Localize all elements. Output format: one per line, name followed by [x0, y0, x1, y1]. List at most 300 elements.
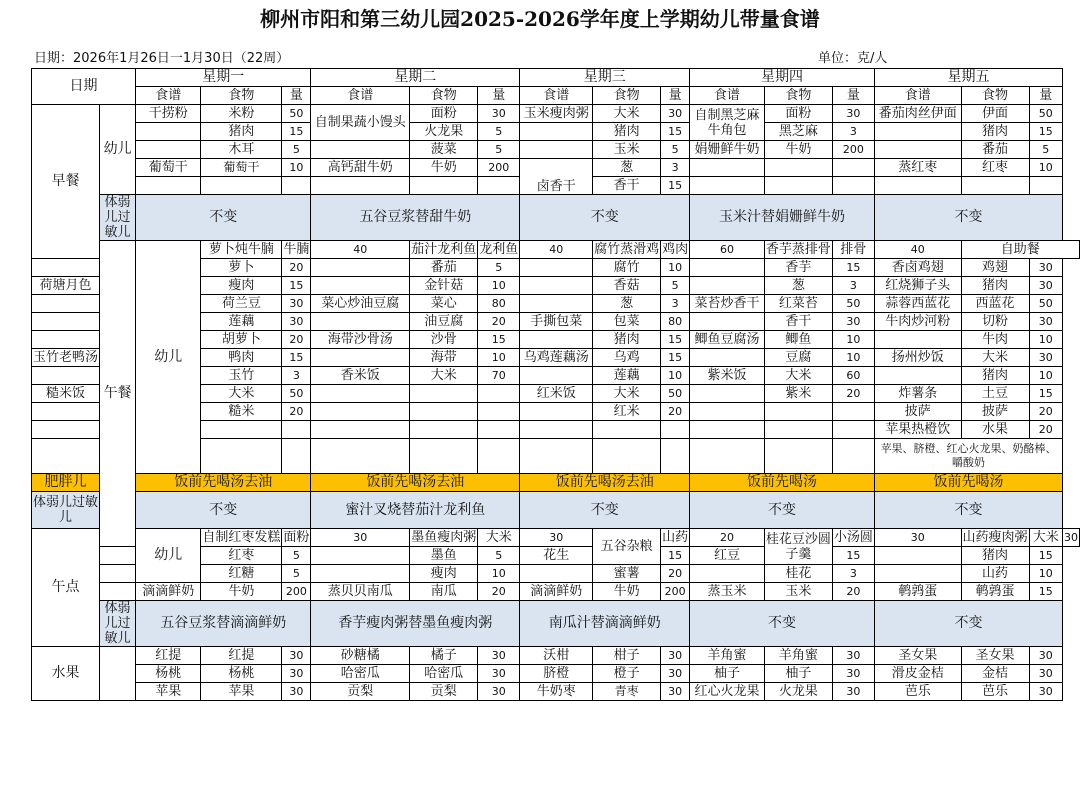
- qty-cell: 20: [282, 259, 311, 277]
- food-cell: [593, 421, 661, 439]
- dish-cell: 蒜蓉西蓝花: [874, 295, 961, 313]
- qty-cell: 15: [1029, 123, 1062, 141]
- food-cell: 海带: [410, 349, 478, 367]
- qty-cell: 10: [478, 349, 520, 367]
- obese-note: 饭前先喝汤: [690, 474, 875, 492]
- dish-cell: 苹果: [136, 683, 201, 701]
- food-cell: 香芋: [764, 259, 832, 277]
- qty-cell: 3: [282, 367, 311, 385]
- food-cell: 玉米: [593, 141, 661, 159]
- weak-note: 不变: [520, 492, 690, 529]
- food-cell: 山药: [662, 530, 689, 545]
- qty-cell: 30: [478, 105, 520, 123]
- qty-cell: 50: [1029, 295, 1062, 313]
- food-cell: 猪肉: [201, 123, 282, 141]
- dish-cell: [136, 141, 201, 159]
- qty-cell: 30: [1029, 277, 1062, 295]
- weak-note: 不变: [874, 492, 1062, 529]
- group-label-child: 幼儿: [100, 105, 136, 195]
- header-date: 日期: [32, 69, 136, 105]
- dish-cell: [690, 349, 765, 367]
- food-cell: [410, 421, 478, 439]
- qty-cell: [661, 421, 690, 439]
- food-cell: [764, 403, 832, 421]
- food-cell: 墨鱼: [410, 547, 478, 565]
- qty-cell: 30: [1029, 665, 1062, 683]
- food-cell: 切粉: [961, 313, 1029, 331]
- qty-cell: 50: [1029, 105, 1062, 123]
- qty-cell: [282, 177, 311, 195]
- dish-cell: [32, 421, 100, 439]
- header-food: 食物: [201, 87, 282, 105]
- dish-cell: 蒸玉米: [690, 583, 765, 601]
- dish-cell: 山药瘦肉粥: [962, 530, 1028, 545]
- qty-cell: 20: [661, 565, 690, 583]
- dish-cell: [311, 565, 410, 583]
- dish-cell: [311, 403, 410, 421]
- food-cell: 羊角蜜: [764, 647, 832, 665]
- dish-cell: 腐竹蒸滑鸡: [594, 242, 660, 257]
- weak-note: 香芋瘦肉粥替墨鱼瘦肉粥: [311, 601, 520, 647]
- dish-cell: [311, 547, 410, 565]
- food-cell: 披萨: [961, 403, 1029, 421]
- dish-cell: 紫米饭: [690, 367, 765, 385]
- qty-cell: 15: [1029, 583, 1062, 601]
- dish-cell: 芭乐: [874, 683, 961, 701]
- qty-cell: 30: [661, 665, 690, 683]
- qty-cell: 10: [1029, 367, 1062, 385]
- qty-cell: 30: [282, 295, 311, 313]
- qty-cell: [661, 439, 690, 474]
- food-cell: 猪肉: [961, 367, 1029, 385]
- dish-cell: 沃柑: [520, 647, 593, 665]
- food-cell: 橙子: [593, 665, 661, 683]
- qty-cell: 20: [478, 313, 520, 331]
- dish-cell: [874, 141, 961, 159]
- header-food: 食物: [764, 87, 832, 105]
- dish-cell: [100, 565, 136, 583]
- unit-label: 单位：克/人: [818, 51, 888, 66]
- food-cell: 柚子: [764, 665, 832, 683]
- qty-cell: 3: [661, 295, 690, 313]
- snack-row: [32, 529, 1080, 547]
- food-cell: [410, 439, 478, 474]
- dish-cell: [874, 547, 961, 565]
- dish-cell: [311, 439, 410, 474]
- qty-cell: 3: [832, 565, 874, 583]
- dish-cell: [520, 123, 593, 141]
- dish-cell: [520, 141, 593, 159]
- food-cell: 黑芝麻: [764, 123, 832, 141]
- dish-cell: 柚子: [690, 665, 765, 683]
- food-cell: 番茄: [410, 259, 478, 277]
- breakfast-row: [32, 123, 1080, 141]
- food-cell: 香菇: [593, 277, 661, 295]
- food-cell: 紫米: [764, 385, 832, 403]
- dish-cell: 牛奶枣: [520, 683, 593, 701]
- food-cell: 鹌鹑蛋: [961, 583, 1029, 601]
- page-title: 柳州市阳和第三幼儿园2025-2026学年度上学期幼儿带量食谱: [260, 7, 820, 31]
- food-cell: 莲藕: [593, 367, 661, 385]
- food-cell: 面粉: [764, 105, 832, 123]
- dish-cell: 菜苔炒香干: [690, 295, 765, 313]
- breakfast-row: [32, 159, 1080, 177]
- dish-cell: 红米饭: [520, 385, 593, 403]
- food-cell: 番茄: [961, 141, 1029, 159]
- food-cell: 杨桃: [201, 665, 282, 683]
- qty-cell: 50: [282, 105, 311, 123]
- dish-cell: [690, 159, 765, 177]
- header-qty: 量: [282, 87, 311, 105]
- dish-cell: 羊角蜜: [690, 647, 765, 665]
- food-cell: [764, 421, 832, 439]
- food-cell: 荷兰豆: [201, 295, 282, 313]
- meal-label-breakfast: 早餐: [32, 105, 100, 259]
- qty-cell: [1029, 177, 1062, 195]
- breakfast-row: [32, 105, 1080, 123]
- dish-cell: [100, 547, 136, 565]
- food-cell: 红提: [201, 647, 282, 665]
- fruit-row: [32, 683, 1080, 701]
- qty-cell: 20: [282, 331, 311, 349]
- qty-cell: 3: [832, 123, 874, 141]
- qty-cell: 5: [478, 123, 520, 141]
- qty-cell: 20: [282, 403, 311, 421]
- dish-cell: 披萨: [874, 403, 961, 421]
- dish-cell: 香芋蒸排骨: [765, 242, 831, 257]
- qty-cell: 15: [832, 547, 874, 565]
- dish-cell: [874, 367, 961, 385]
- food-cell: 鲫鱼: [764, 331, 832, 349]
- qty-cell: 15: [282, 123, 311, 141]
- food-cell: 玉竹: [201, 367, 282, 385]
- food-cell: 糙米: [201, 403, 282, 421]
- food-cell: 面粉: [410, 105, 478, 123]
- dish-cell: [32, 439, 100, 474]
- qty-cell: 200: [478, 159, 520, 177]
- food-cell: 伊面: [961, 105, 1029, 123]
- dish-cell: [311, 349, 410, 367]
- lunch-weak-row: [32, 492, 1080, 529]
- lunch-obese-row: [32, 474, 1080, 492]
- qty-cell: 20: [1029, 403, 1062, 421]
- dish-cell: [136, 123, 201, 141]
- dish-cell: 葡萄干: [136, 159, 201, 177]
- qty-cell: 40: [311, 241, 410, 259]
- food-cell: 乌鸡: [593, 349, 661, 367]
- food-cell: 南瓜: [410, 583, 478, 601]
- qty-cell: 30: [1029, 259, 1062, 277]
- dish-cell: 鹌鹑蛋: [874, 583, 961, 601]
- qty-cell: 30: [832, 665, 874, 683]
- obese-note: 饭前先喝汤去油: [136, 474, 311, 492]
- dish-cell: [311, 313, 410, 331]
- qty-cell: 30: [832, 313, 874, 331]
- weak-note: 南瓜汁替滴滴鲜奶: [520, 601, 690, 647]
- food-cell: 桂花: [764, 565, 832, 583]
- food-cell: [201, 439, 282, 474]
- food-cell: 红枣: [961, 159, 1029, 177]
- food-cell: 圣女果: [961, 647, 1029, 665]
- qty-cell: 200: [282, 583, 311, 601]
- dish-cell: 五谷杂粮: [593, 529, 661, 565]
- dish-cell: 墨鱼瘦肉粥: [411, 530, 477, 545]
- dish-cell: 自助餐: [961, 241, 1079, 259]
- qty-cell: 15: [282, 349, 311, 367]
- food-cell: 红糖: [201, 565, 282, 583]
- food-cell: [961, 177, 1029, 195]
- food-cell: 红豆: [690, 547, 765, 565]
- qty-cell: 15: [661, 331, 690, 349]
- header-food: 食物: [961, 87, 1029, 105]
- food-cell: 大米: [593, 105, 661, 123]
- qty-cell: 15: [661, 123, 690, 141]
- dish-cell: [874, 565, 961, 583]
- food-cell: 牛腩: [283, 242, 310, 257]
- food-cell: 香干: [764, 313, 832, 331]
- qty-cell: 20: [661, 403, 690, 421]
- dish-cell: 滑皮金桔: [874, 665, 961, 683]
- qty-cell: 30: [282, 683, 311, 701]
- food-cell: [410, 403, 478, 421]
- food-cell: 大米: [593, 385, 661, 403]
- dish-cell: 手撕包菜: [520, 313, 593, 331]
- food-cell: 油豆腐: [410, 313, 478, 331]
- food-cell: 葡萄干: [201, 159, 282, 177]
- qty-cell: 20: [690, 529, 765, 547]
- food-cell: 菠菜: [410, 141, 478, 159]
- header-qty: 量: [661, 87, 690, 105]
- group-label-blank: [100, 647, 136, 701]
- weak-note: 不变: [874, 601, 1062, 647]
- group-label-child: [100, 583, 136, 601]
- qty-cell: 70: [478, 367, 520, 385]
- dish-cell: 红提: [136, 647, 201, 665]
- food-cell: 牛奶: [764, 141, 832, 159]
- dish-cell: [311, 277, 410, 295]
- qty-cell: 30: [661, 105, 690, 123]
- qty-cell: 5: [282, 565, 311, 583]
- dish-cell: [520, 403, 593, 421]
- dish-cell: [690, 259, 765, 277]
- qty-cell: [832, 439, 874, 474]
- qty-cell: 5: [661, 141, 690, 159]
- dish-cell: [32, 313, 100, 331]
- qty-cell: 5: [282, 547, 311, 565]
- food-cell: [764, 159, 832, 177]
- qty-cell: [832, 177, 874, 195]
- food-cell: 土豆: [961, 385, 1029, 403]
- qty-cell: 80: [478, 295, 520, 313]
- qty-cell: 5: [661, 277, 690, 295]
- qty-cell: 15: [661, 547, 690, 565]
- qty-cell: 30: [282, 665, 311, 683]
- dish-cell: 鲫鱼豆腐汤: [690, 331, 765, 349]
- food-cell: 萝卜: [201, 259, 282, 277]
- food-cell: 山药: [961, 565, 1029, 583]
- food-cell: 牛奶: [410, 159, 478, 177]
- qty-cell: 20: [478, 583, 520, 601]
- qty-cell: 15: [661, 349, 690, 367]
- qty-cell: 30: [832, 647, 874, 665]
- food-cell: 鸭肉: [201, 349, 282, 367]
- dish-cell: 炸薯条: [874, 385, 961, 403]
- qty-cell: 10: [832, 331, 874, 349]
- qty-cell: 10: [1029, 565, 1062, 583]
- dish-cell: 干捞粉: [136, 105, 201, 123]
- header-dish: 食谱: [690, 87, 765, 105]
- dish-cell: 哈密瓜: [311, 665, 410, 683]
- qty-cell: 5: [478, 547, 520, 565]
- food-cell: 芭乐: [961, 683, 1029, 701]
- qty-cell: 30: [282, 313, 311, 331]
- qty-cell: 10: [478, 565, 520, 583]
- qty-cell: 30: [1029, 313, 1062, 331]
- food-cell: 木耳: [201, 141, 282, 159]
- header-qty: 量: [1029, 87, 1062, 105]
- food-cell: 红米: [593, 403, 661, 421]
- food-cell: 大米: [1029, 529, 1062, 547]
- food-cell: 瘦肉: [201, 277, 282, 295]
- dish-cell: [520, 439, 593, 474]
- dish-cell: 滴滴鲜奶: [136, 583, 201, 601]
- header-row-days: [32, 69, 1080, 87]
- food-cell: 牛肉: [961, 331, 1029, 349]
- qty-cell: 30: [1029, 683, 1062, 701]
- food-cell: 贡梨: [410, 683, 478, 701]
- weak-note: 不变: [690, 492, 875, 529]
- dish-cell: [32, 403, 100, 421]
- food-cell: 豆腐: [764, 349, 832, 367]
- dish-cell: [520, 421, 593, 439]
- qty-cell: 60: [832, 367, 874, 385]
- food-cell: 葱: [593, 159, 661, 177]
- qty-cell: 50: [661, 385, 690, 403]
- header-day: 星期四: [690, 69, 875, 87]
- food-cell: 橘子: [410, 647, 478, 665]
- qty-cell: 20: [832, 583, 874, 601]
- food-cell: 小汤圆: [833, 530, 873, 545]
- food-cell: 红枣: [201, 547, 282, 565]
- qty-cell: 30: [520, 529, 593, 547]
- header-dish: 食谱: [136, 87, 201, 105]
- food-cell: 鸡肉: [662, 242, 689, 257]
- qty-cell: [832, 421, 874, 439]
- dish-cell: 高钙甜牛奶: [311, 159, 410, 177]
- dish-cell: [690, 565, 765, 583]
- food-cell: [764, 439, 832, 474]
- weak-note: 玉米汁替娟姗鲜牛奶: [690, 195, 875, 241]
- dish-cell: 蒸贝贝南瓜: [311, 583, 410, 601]
- qty-cell: 30: [661, 647, 690, 665]
- group-label-weak: 体弱儿过敏儿: [100, 601, 136, 647]
- qty-cell: 5: [1029, 141, 1062, 159]
- header-qty: 量: [478, 87, 520, 105]
- dish-cell: [32, 331, 100, 349]
- qty-cell: 10: [478, 277, 520, 295]
- dish-cell: 玉米瘦肉粥: [520, 105, 593, 123]
- dish-cell: [520, 295, 593, 313]
- breakfast-weak-row: [32, 195, 1080, 241]
- dish-cell: [874, 331, 961, 349]
- dish-cell: [520, 367, 593, 385]
- dish-cell: 苹果热橙饮: [874, 421, 961, 439]
- qty-cell: 30: [1029, 349, 1062, 367]
- food-cell: 大米: [961, 349, 1029, 367]
- food-cell: 金桔: [961, 665, 1029, 683]
- dish-cell: 扬州炒饭: [874, 349, 961, 367]
- dish-cell: [311, 177, 410, 195]
- header-day: 星期一: [136, 69, 311, 87]
- meal-label-snack: 午点: [32, 529, 100, 647]
- weak-note: 蜜汁叉烧替茄汁龙利鱼: [311, 492, 520, 529]
- food-cell: 鸡翅: [961, 259, 1029, 277]
- dish-cell: 乌鸡莲藕汤: [520, 349, 593, 367]
- food-cell: 猪肉: [593, 331, 661, 349]
- food-cell: 大米: [764, 367, 832, 385]
- qty-cell: [478, 177, 520, 195]
- dish-cell: [520, 277, 593, 295]
- food-cell: 蜜薯: [593, 565, 661, 583]
- dish-cell: [311, 385, 410, 403]
- dish-cell: [136, 177, 201, 195]
- food-cell: [201, 177, 282, 195]
- qty-cell: 200: [832, 141, 874, 159]
- qty-cell: 5: [282, 141, 311, 159]
- dish-cell: [690, 385, 765, 403]
- food-cell: [201, 421, 282, 439]
- qty-cell: 10: [1029, 331, 1062, 349]
- dish-cell: [520, 259, 593, 277]
- snack-row: [32, 583, 1080, 601]
- food-cell: [410, 177, 478, 195]
- group-label-obese: 肥胖儿: [32, 474, 100, 492]
- menu-table: [31, 68, 1080, 701]
- qty-cell: 10: [1029, 159, 1062, 177]
- qty-cell: 50: [832, 295, 874, 313]
- qty-cell: 10: [832, 349, 874, 367]
- qty-cell: 5: [478, 259, 520, 277]
- weak-note: 不变: [690, 601, 875, 647]
- dish-cell: 菜心炒油豆腐: [311, 295, 410, 313]
- qty-cell: [282, 421, 311, 439]
- food-cell: 包菜: [593, 313, 661, 331]
- header-day: 星期二: [311, 69, 520, 87]
- dish-cell: 自制红枣发糕: [202, 530, 281, 545]
- qty-cell: [832, 403, 874, 421]
- qty-cell: [832, 159, 874, 177]
- food-cell: 红菜苔: [764, 295, 832, 313]
- food-cell: 龙利鱼: [479, 242, 519, 257]
- food-cell: 排骨: [832, 241, 874, 259]
- breakfast-row: [32, 141, 1080, 159]
- dish-cell: 贡梨: [311, 683, 410, 701]
- weak-note: 不变: [874, 195, 1062, 241]
- dish-cell: 桂花豆沙圆子羹: [764, 529, 832, 565]
- dish-cell: 滴滴鲜奶: [520, 583, 593, 601]
- dish-cell: 红烧狮子头: [874, 277, 961, 295]
- food-cell: 火龙果: [410, 123, 478, 141]
- qty-cell: 60: [690, 241, 765, 259]
- group-label-weak: 体弱儿过敏儿: [32, 492, 100, 529]
- qty-cell: 15: [478, 331, 520, 349]
- weak-note: 不变: [520, 195, 690, 241]
- food-cell: 米粉: [201, 105, 282, 123]
- food-cell: 沙骨: [410, 331, 478, 349]
- qty-cell: 3: [832, 277, 874, 295]
- dish-cell: [32, 259, 100, 277]
- food-cell: 柑子: [593, 647, 661, 665]
